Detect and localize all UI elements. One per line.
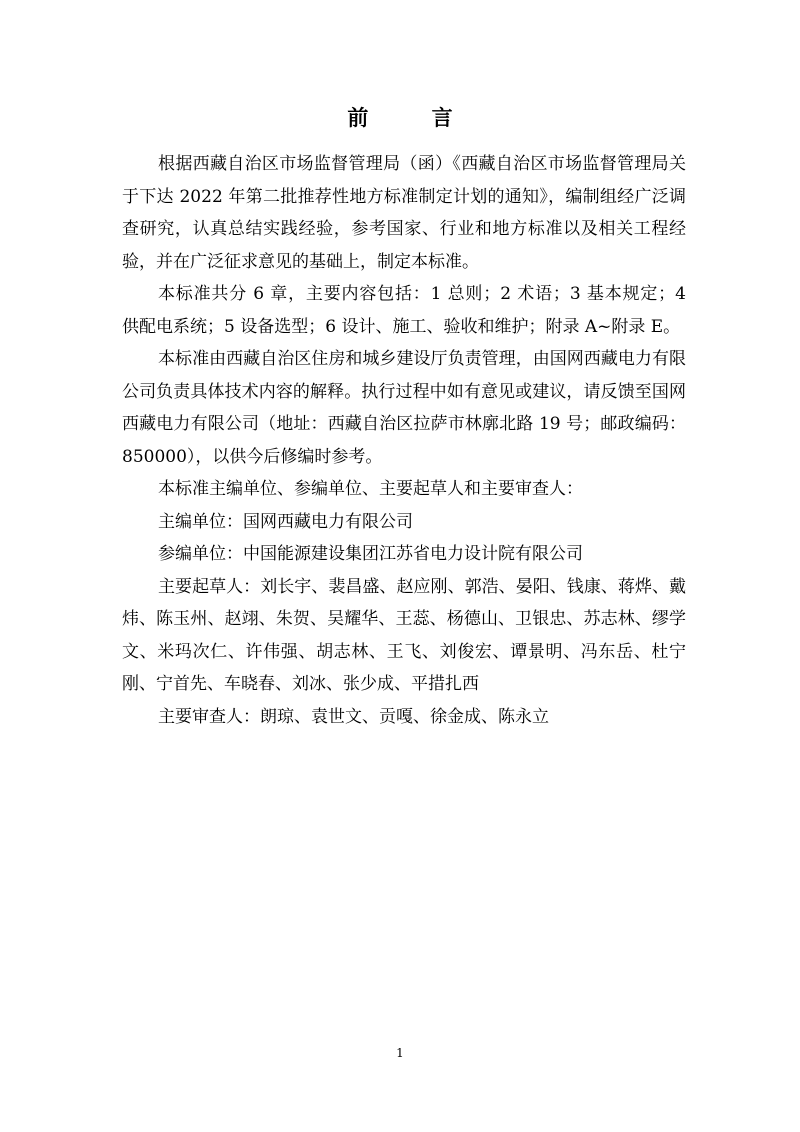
paragraph-participating-unit: 参编单位：中国能源建设集团江苏省电力设计院有限公司 <box>158 544 583 564</box>
paragraph-basis: 根据西藏自治区市场监督管理局（函）《西藏自治区市场监督管理局关于下达 2022 年第二批推荐性地方标准制定计划的通知》，编制组经广泛调查研究，认真总结实践经验，参考国家、行业和地方标准以及相关工程经验，并在广泛征求意见的基础上，制定本标准。 <box>122 154 686 272</box>
paragraph-management: 本标准由西藏自治区住房和城乡建设厅负责管理，由国网西藏电力有限公司负责具体技术内容的解释。执行过程中如有意见或建议，请反馈至国网西藏电力有限公司（地址：西藏自治区拉萨市林廓北路 19 号；邮政编码：850000），以供今后修编时参考。 <box>122 349 686 467</box>
paragraph-drafters: 主要起草人：刘长宇、裴昌盛、赵应刚、郭浩、晏阳、钱康、蒋烨、戴炜、陈玉州、赵翊、朱贺、吴耀华、王蕊、杨德山、卫银忠、苏志林、缪学文、米玛次仁、许伟强、胡志林、王飞、刘俊宏、谭景明、冯东岳、杜宁刚、宁首先、车晓春、刘冰、张少成、平措扎西 <box>122 576 686 694</box>
document-body <box>122 148 686 733</box>
paragraph-chief-unit: 主编单位：国网西藏电力有限公司 <box>158 511 413 532</box>
page-title: 前 言 <box>347 105 481 130</box>
paragraph-contents: 本标准共分 6 章，主要内容包括：1 总则；2 术语；3 基本规定；4 供配电系统；5 设备选型；6 设计、施工、验收和维护；附录 A~附录 E。 <box>122 284 686 337</box>
paragraph-units-intro: 本标准主编单位、参编单位、主要起草人和主要审查人： <box>158 479 583 499</box>
paragraph-reviewers: 主要审查人：朗琼、袁世文、贡嘎、徐金成、陈永立 <box>158 706 549 727</box>
page-number: 1 <box>396 1046 404 1060</box>
